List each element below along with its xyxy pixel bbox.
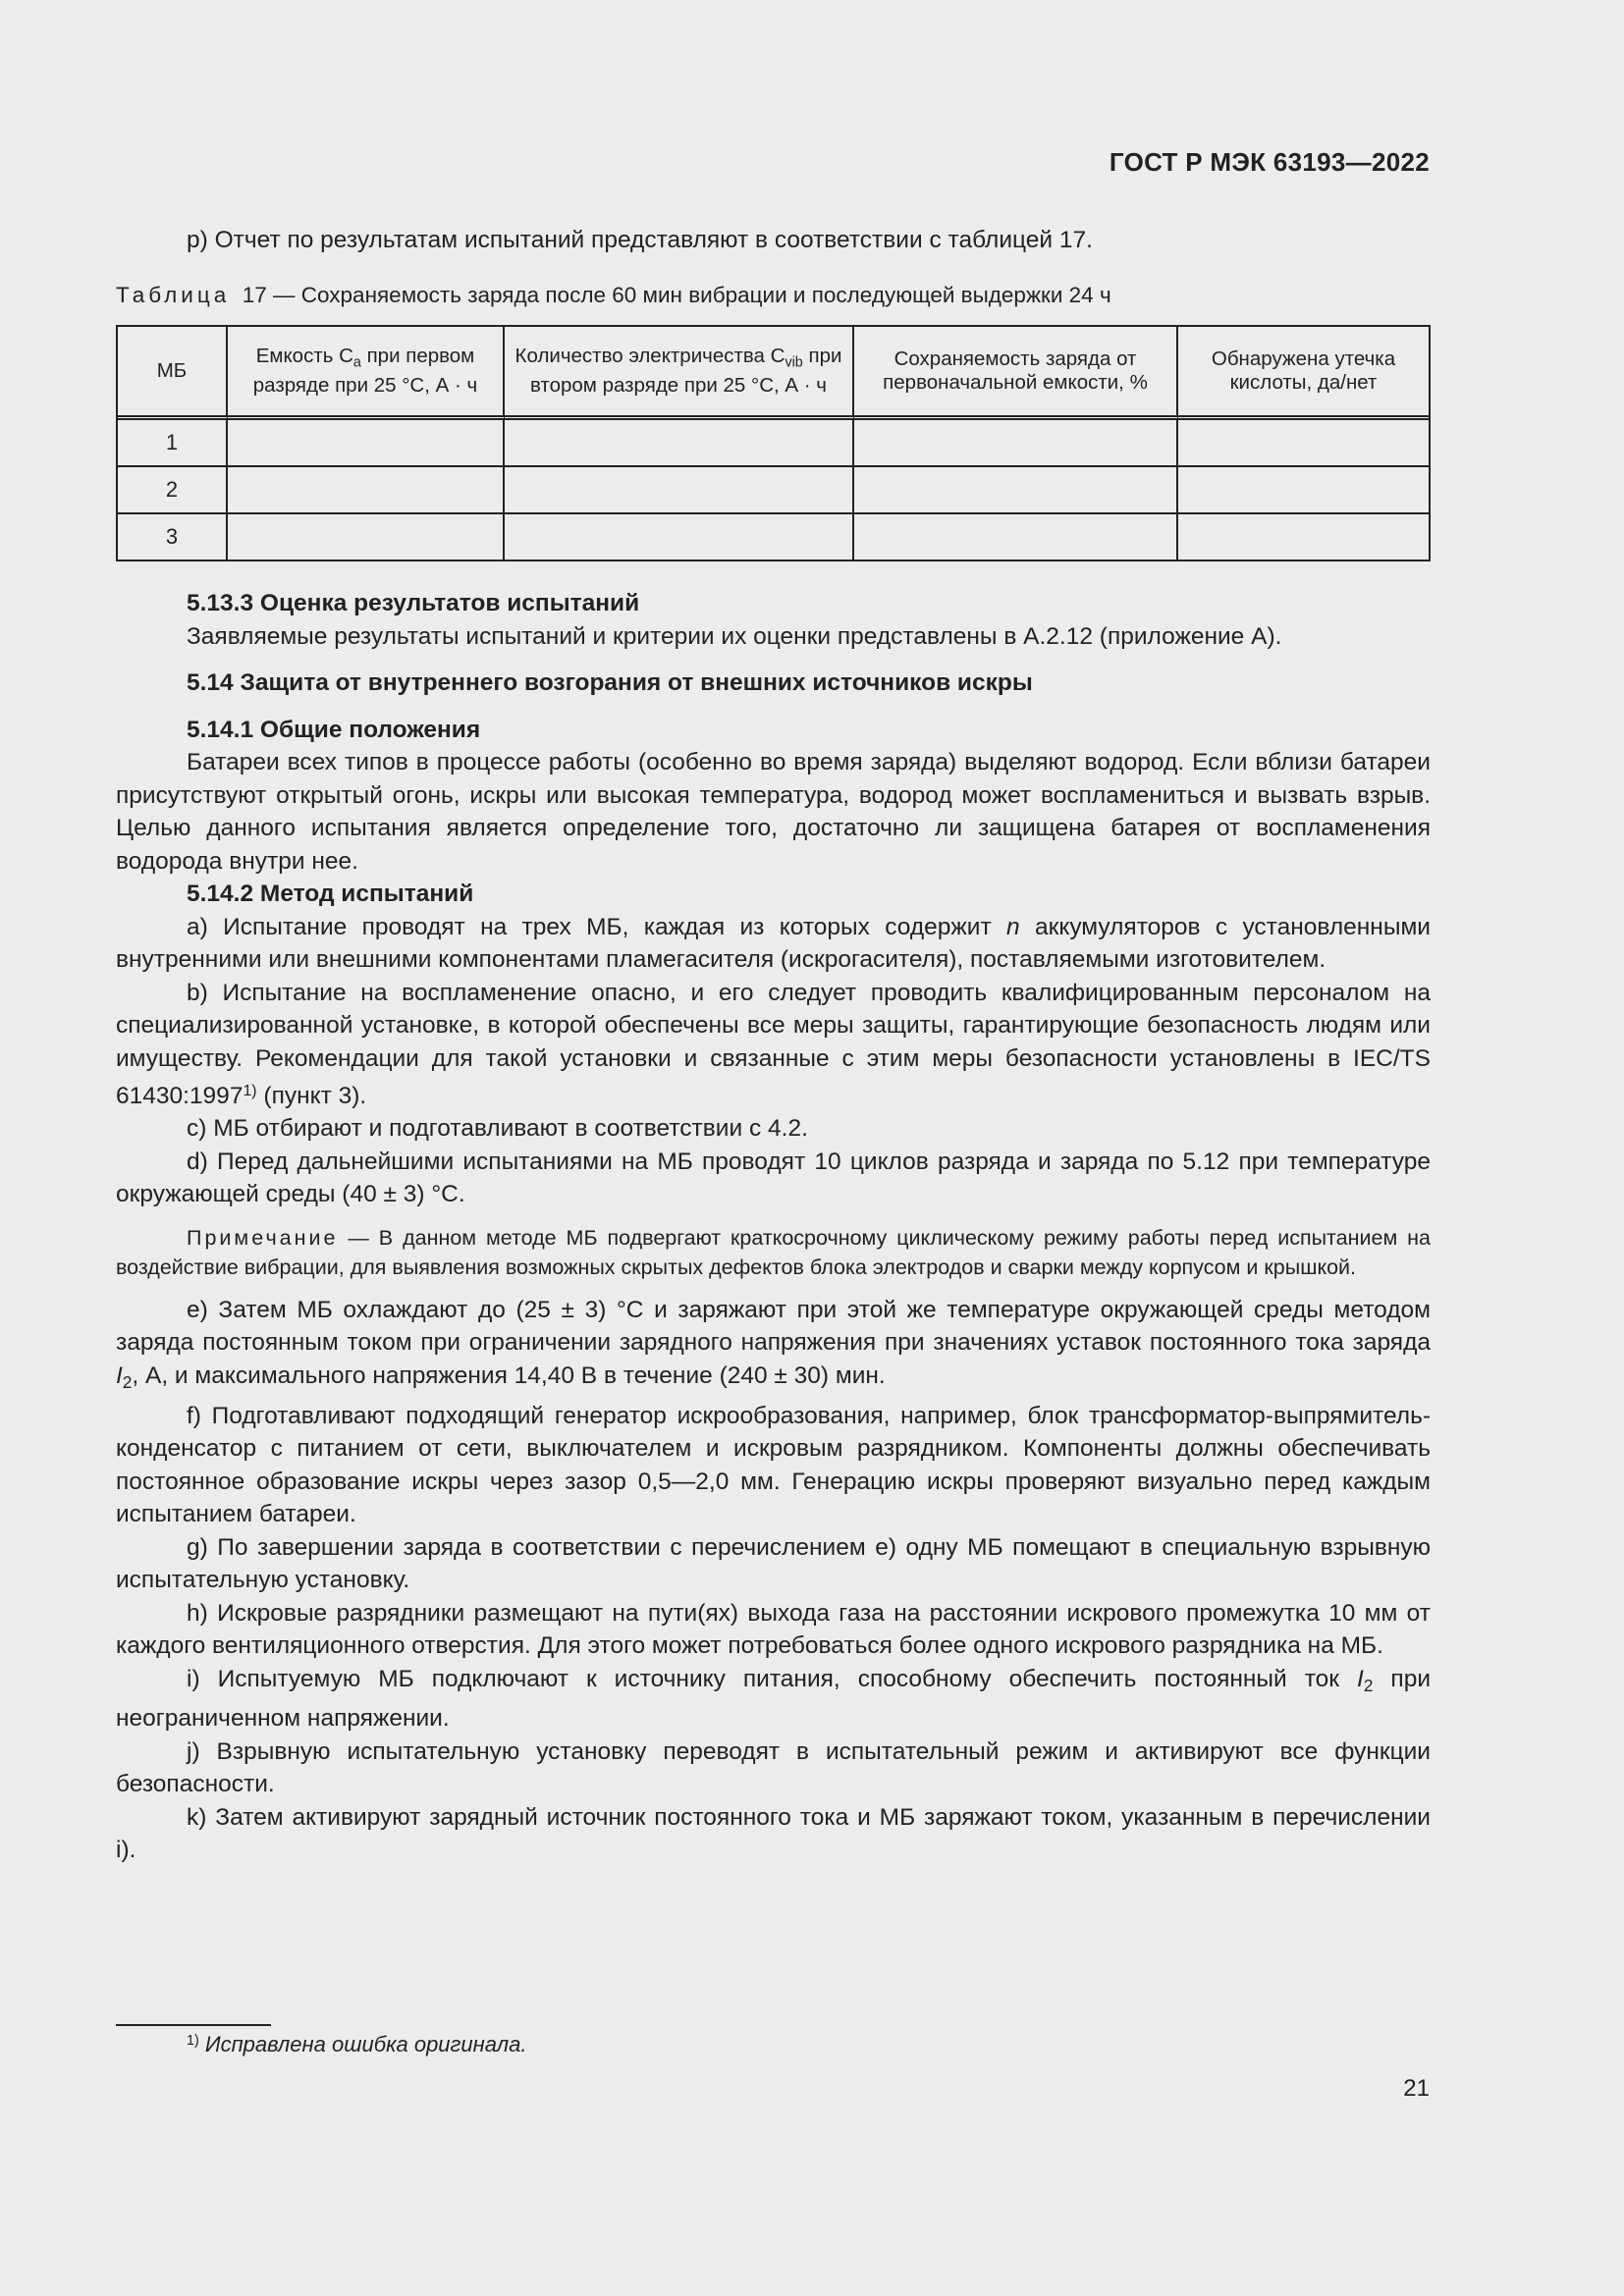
item-b — [116, 977, 1431, 1113]
item-e-variable: I — [116, 1362, 123, 1389]
header-capacity-first-label: Емкость C — [255, 344, 353, 367]
header-acid-leak: Обнаружена утечка кислоты, да/нет — [1178, 327, 1429, 420]
table-cell — [228, 514, 505, 560]
table-cell — [1178, 514, 1429, 560]
table-caption-label: Таблица — [116, 282, 231, 307]
item-e-subscript: 2 — [122, 1372, 133, 1393]
item-e-text: e) Затем МБ охлаждают до (25 ± 3) °С и заряжают при этой же температуре окружающей среды методом заряда постоянным током при ограничении зарядного напряжения при значениях уставок постоянного тока заряда — [116, 1296, 1431, 1357]
intro-paragraph: p) Отчет по результатам испытаний представляют в соответствии с таблицей 17. — [187, 227, 1093, 253]
footnote — [187, 2032, 526, 2057]
table-caption-text: 17 — Сохраняемость заряда после 60 мин вибрации и последующей выдержки 24 ч — [242, 282, 1111, 307]
item-j: j) Взрывную испытательную установку переводят в испытательный режим и активируют все функции безопасности. — [116, 1737, 1431, 1798]
item-a-variable: n — [1006, 913, 1020, 940]
table-caption — [116, 279, 1431, 312]
table-cell — [505, 420, 854, 467]
item-i-variable: I — [1357, 1665, 1364, 1692]
footnote-divider — [116, 2024, 271, 2026]
note — [116, 1223, 1431, 1282]
table-cell — [1178, 420, 1429, 467]
item-e — [116, 1294, 1431, 1400]
note-text: — В данном методе МБ подвергают краткосрочному циклическому режиму работы перед испытанием на воздействие вибрации, для выявления возможных скрытых дефектов блока электродов и сварки между корпусом и крышкой. — [116, 1225, 1431, 1279]
item-i — [116, 1663, 1431, 1735]
footnote-ref[interactable]: 1) — [243, 1083, 257, 1099]
row-number: 2 — [118, 467, 228, 514]
item-i-subscript: 2 — [1363, 1675, 1374, 1695]
item-k: k) Затем активируют зарядный источник постоянного тока и МБ заряжают током, указанным в перечислении i). — [116, 1803, 1431, 1864]
item-g: g) По завершении заряда в соответствии с перечислением e) одну МБ помещают в специальную взрывную испытательную установку. — [116, 1533, 1431, 1594]
item-c: c) МБ отбирают и подготавливают в соответствии с 4.2. — [187, 1115, 808, 1143]
table-cell — [228, 420, 505, 467]
table-cell — [505, 467, 854, 514]
table-row — [118, 467, 1429, 514]
table-cell — [228, 467, 505, 514]
item-h: h) Искровые разрядники размещают на пути(ях) выхода газа на расстоянии искрового промежутка 10 мм от каждого вентиляционного отверстия. Для этого может потребоваться более одного искрового разрядника на МБ. — [116, 1599, 1431, 1660]
footnote-text: Исправлена ошибка оригинала. — [198, 2032, 527, 2056]
item-f: f) Подготавливают подходящий генератор искрообразования, например, блок трансформатор-выпрямитель-конденсатор с питанием от сети, выключателем и искровым разрядником. Компоненты должны обеспечивать постоянное образование искры через зазор 0,5—2,0 мм. Генерацию искры проверяют визуально перед каждым испытанием батареи. — [116, 1402, 1431, 1528]
item-b-text: b) Испытание на воспламенение опасно, и его следует проводить квалифицированным персоналом на специализированной установке, в которой обеспечены все меры защиты, гарантирующие безопасность людям или имуществу. Рекомендации для такой установки и связанные с этим меры безопасности установлены в IEC/TS 61430:1997 — [116, 979, 1431, 1109]
header-mb: МБ — [118, 327, 228, 420]
item-a — [116, 911, 1431, 977]
header-electricity-second — [505, 327, 854, 420]
header-charge-retention: Сохраняемость заряда от первоначальной емкости, % — [854, 327, 1178, 420]
footnote-mark: 1) — [187, 2032, 199, 2049]
item-d: d) Перед дальнейшими испытаниями на МБ проводят 10 циклов разряда и заряда по 5.12 при температуре окружающей среды (40 ± 3) °С. — [116, 1148, 1431, 1208]
header-capacity-first-subscript: a — [352, 354, 361, 371]
header-electricity-second-label: Количество электричества C — [514, 344, 785, 367]
note-label: Примечание — [187, 1225, 339, 1250]
header-electricity-second-rest: при втором разряде при 25 °С, А · ч — [529, 344, 842, 398]
item-b-text-rest: (пункт 3). — [256, 1082, 367, 1109]
item-a-text: a) Испытание проводят на трех МБ, каждая из которых содержит — [187, 913, 1007, 940]
paragraph-5-13-3: Заявляемые результаты испытаний и критерии их оценки представлены в А.2.12 (приложение А). — [187, 622, 1282, 650]
item-a-text-rest: аккумуляторов с установленными внутренними или внешними компонентами пламегасителя (искрогасителя), поставляемыми изготовителем. — [116, 913, 1431, 973]
paragraph-5-14-1: Батареи всех типов в процессе работы (особенно во время заряда) выделяют водород. Если вблизи батареи присутствуют открытый огонь, искры или высокая температура, водород может воспламениться и вызвать взрыв. Целью данного испытания является определение того, достаточно ли защищена батарея от воспламенения водорода внутри нее. — [116, 749, 1431, 875]
item-e-text-rest: , А, и максимального напряжения 14,40 В в течение (240 ± 30) мин. — [132, 1362, 886, 1389]
row-number: 1 — [118, 420, 228, 467]
table-cell — [854, 420, 1178, 467]
table-cell — [854, 514, 1178, 560]
item-i-text-rest: при неограниченном напряжении. — [116, 1665, 1431, 1733]
table-17 — [116, 325, 1431, 561]
header-electricity-second-subscript: vib — [785, 354, 803, 371]
page-content — [116, 224, 1431, 1867]
header-capacity-first-rest: при первом разряде при 25 °С, А · ч — [252, 344, 478, 398]
heading-5-14-1: 5.14.1 Общие положения — [187, 716, 481, 743]
heading-5-14-2: 5.14.2 Метод испытаний — [187, 881, 474, 907]
header-capacity-first — [228, 327, 505, 420]
page-number: 21 — [1403, 2075, 1430, 2102]
table-row — [118, 420, 1429, 467]
row-number: 3 — [118, 514, 228, 560]
document-header: ГОСТ Р МЭК 63193—2022 — [1109, 147, 1430, 177]
item-i-text: i) Испытуемую МБ подключают к источнику питания, способному обеспечить постоянный ток — [187, 1665, 1358, 1692]
table-cell — [854, 467, 1178, 514]
table-row — [118, 514, 1429, 560]
heading-5-13-3: 5.13.3 Оценка результатов испытаний — [187, 590, 640, 616]
table-cell — [1178, 467, 1429, 514]
table-cell — [505, 514, 854, 560]
heading-5-14: 5.14 Защита от внутреннего возгорания от внешних источников искры — [187, 669, 1033, 696]
